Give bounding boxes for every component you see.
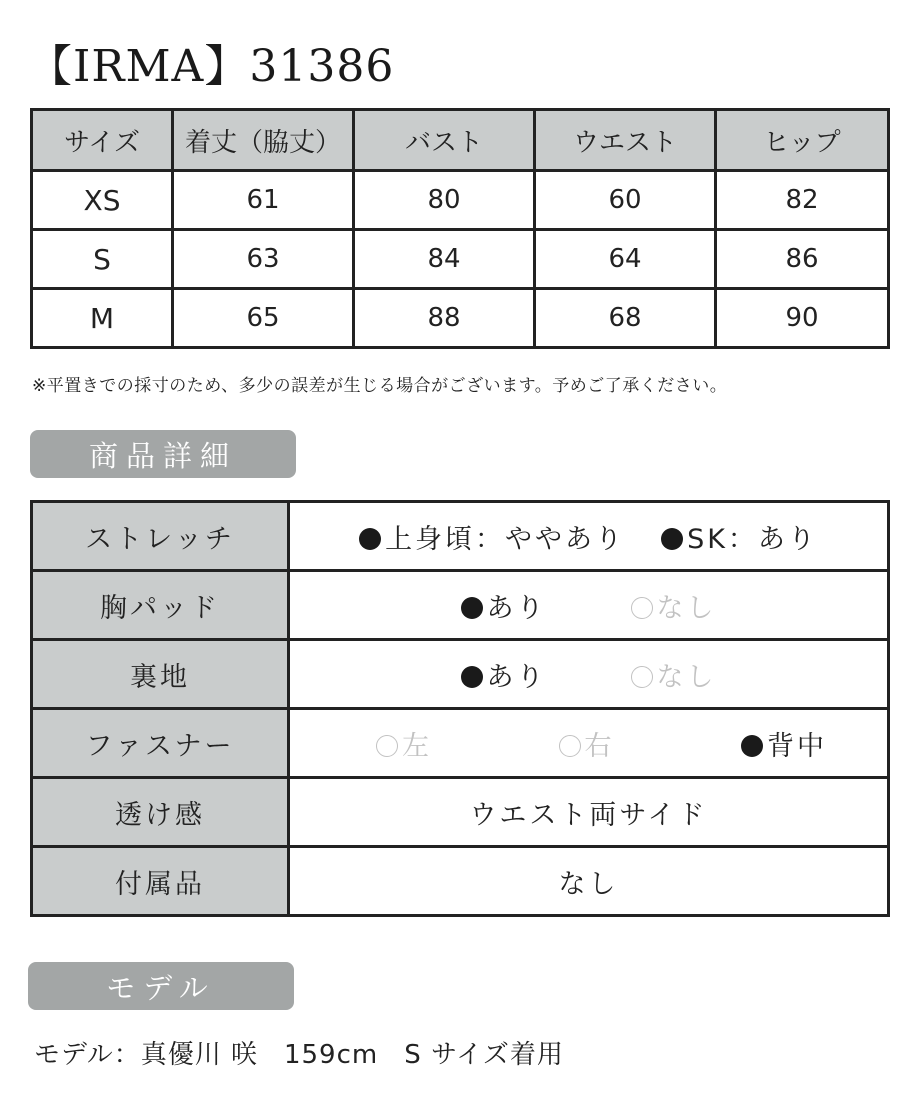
stretch-option-body: 上身頃：ややあり — [359, 517, 625, 556]
detail-value: なし — [289, 847, 889, 916]
hip-value: 90 — [716, 289, 889, 348]
size-table — [30, 108, 890, 349]
detail-label: 裏地 — [32, 640, 289, 709]
option-unselected: 左 — [376, 724, 432, 763]
model-section-title: モデル — [28, 962, 294, 1010]
stretch-option-skirt: SK：あり — [661, 517, 818, 556]
filled-circle-icon — [741, 735, 763, 757]
waist-value: 60 — [535, 171, 716, 230]
detail-label: ストレッチ — [32, 502, 289, 571]
waist-value: 68 — [535, 289, 716, 348]
option-unselected: 右 — [559, 724, 615, 763]
detail-row-lining — [32, 640, 889, 709]
model-info — [34, 1034, 564, 1071]
hip-value: 82 — [716, 171, 889, 230]
detail-row-bust-pad — [32, 571, 889, 640]
option-selected: あり — [461, 586, 547, 625]
detail-value — [289, 571, 889, 640]
detail-label: ファスナー — [32, 709, 289, 778]
product-title: 【IRMA】31386 — [28, 41, 395, 92]
size-label: M — [32, 289, 173, 348]
filled-circle-icon — [359, 528, 381, 550]
empty-circle-icon — [376, 735, 398, 757]
details-table — [30, 500, 890, 917]
length-value: 65 — [173, 289, 354, 348]
detail-label: 付属品 — [32, 847, 289, 916]
option-unselected: なし — [631, 655, 717, 694]
detail-value — [289, 640, 889, 709]
waist-value: 64 — [535, 230, 716, 289]
length-value: 63 — [173, 230, 354, 289]
table-row — [32, 171, 889, 230]
detail-label: 透け感 — [32, 778, 289, 847]
option-unselected: なし — [631, 586, 717, 625]
detail-value — [289, 709, 889, 778]
table-row — [32, 289, 889, 348]
empty-circle-icon — [631, 666, 653, 688]
detail-row-sheer — [32, 778, 889, 847]
header-waist: ウエスト — [535, 110, 716, 171]
detail-value: ウエスト両サイド — [289, 778, 889, 847]
option-selected: 背中 — [741, 724, 827, 763]
model-size: S サイズ着用 — [404, 1040, 564, 1070]
bust-value: 88 — [354, 289, 535, 348]
option-selected: あり — [461, 655, 547, 694]
size-label: S — [32, 230, 173, 289]
header-hip: ヒップ — [716, 110, 889, 171]
filled-circle-icon — [461, 597, 483, 619]
details-section-title: 商品詳細 — [30, 430, 296, 478]
detail-value — [289, 502, 889, 571]
empty-circle-icon — [631, 597, 653, 619]
header-length: 着丈（脇丈） — [173, 110, 354, 171]
bust-value: 80 — [354, 171, 535, 230]
size-table-header-row — [32, 110, 889, 171]
bust-value: 84 — [354, 230, 535, 289]
hip-value: 86 — [716, 230, 889, 289]
detail-row-accessories — [32, 847, 889, 916]
table-row — [32, 230, 889, 289]
detail-label: 胸パッド — [32, 571, 289, 640]
detail-row-stretch — [32, 502, 889, 571]
model-height: 159cm — [283, 1040, 379, 1070]
measurement-note: ※平置きでの採寸のため、多少の誤差が生じる場合がございます。予めご了承ください。 — [32, 376, 728, 396]
empty-circle-icon — [559, 735, 581, 757]
model-name: モデル：真優川 咲 — [34, 1040, 258, 1070]
header-size: サイズ — [32, 110, 173, 171]
detail-row-fastener — [32, 709, 889, 778]
filled-circle-icon — [461, 666, 483, 688]
size-label: XS — [32, 171, 173, 230]
header-bust: バスト — [354, 110, 535, 171]
filled-circle-icon — [661, 528, 683, 550]
length-value: 61 — [173, 171, 354, 230]
